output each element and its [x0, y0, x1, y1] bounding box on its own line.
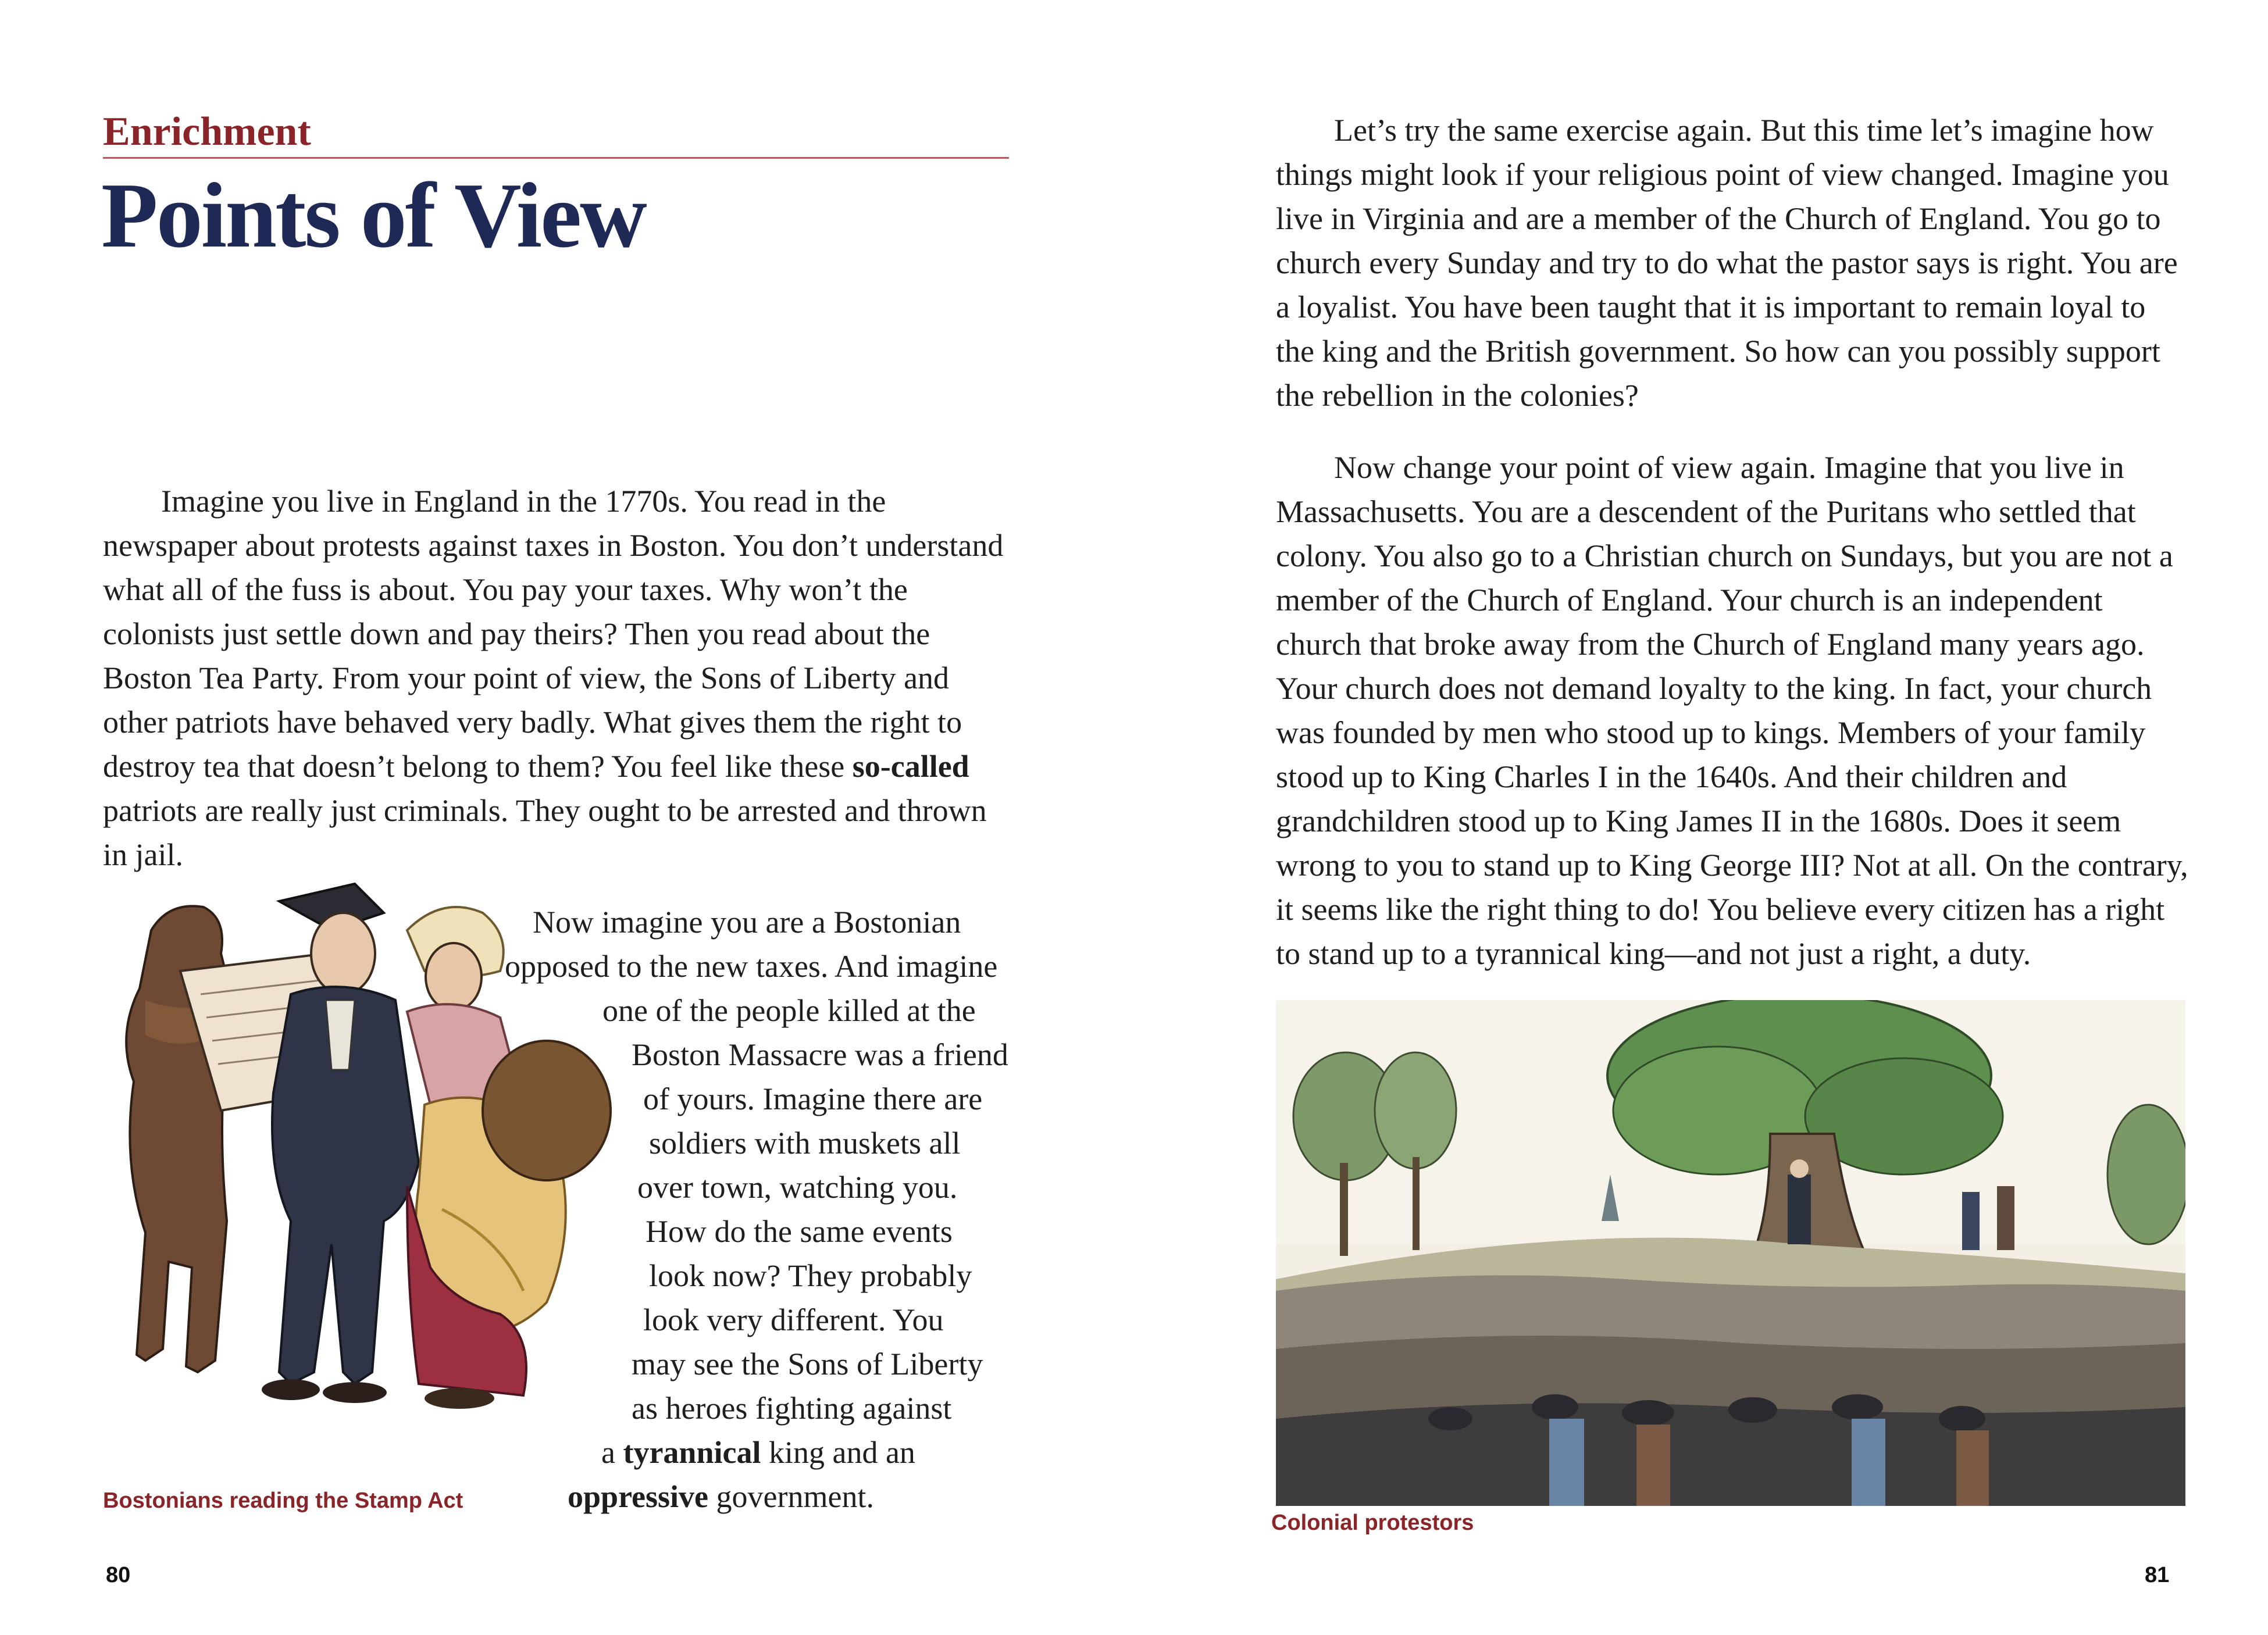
wrap-line: as heroes fighting against: [632, 1391, 952, 1426]
page-number: 81: [2145, 1563, 2170, 1587]
wrap-line: of yours. Imagine there are: [643, 1081, 983, 1116]
wrap-line: soldiers with muskets all: [649, 1126, 961, 1161]
paragraph-text: patriots are really just criminals. They ought to be arrested and thrown in jail.: [103, 793, 987, 872]
colonial-protestors-illustration: [1276, 1000, 2185, 1506]
wrap-line: look very different. You: [643, 1302, 944, 1337]
paragraph-england: [103, 479, 1016, 877]
wrap-line-text: government.: [708, 1479, 874, 1514]
wrap-line-text: king and an: [761, 1435, 915, 1470]
bold-term: so-called: [852, 749, 969, 784]
paragraph-text: Imagine you live in England in the 1770s. You read in the newspaper about protests against taxes in Boston. You don’t understand what all of the fuss is about. You pay your taxes. Why won’t the colonists just settle down and pay theirs? Then you read about the Boston Tea Party. From your point of view, the Sons of Liberty and other patriots have behaved very badly. What gives them the right to destroy tea that doesn’t belong to them? You feel like these: [103, 484, 1004, 784]
wrap-line: Boston Massacre was a friend: [632, 1037, 1008, 1072]
page-number: 80: [106, 1563, 131, 1587]
wrap-line-text: a: [601, 1435, 623, 1470]
wrap-line: [601, 1430, 915, 1475]
page-title: Points of View: [101, 163, 646, 267]
bold-term: oppressive: [568, 1479, 709, 1514]
image-caption: Bostonians reading the Stamp Act: [103, 1488, 463, 1513]
section-kicker: Enrichment: [103, 112, 1009, 159]
wrap-line: How do the same events: [646, 1214, 953, 1249]
bold-term: tyrannical: [623, 1435, 761, 1470]
wrap-line: opposed to the new taxes. And imagine: [505, 949, 998, 984]
wrap-line: look now? They probably: [649, 1258, 972, 1293]
wrap-line: over town, watching you.: [637, 1170, 958, 1205]
wrap-line: Now imagine you are a Bostonian: [533, 905, 961, 940]
paragraph-massachusetts: Now change your point of view again. Imagine that you live in Massachusetts. You are a descendent of the Puritans who settled that colony. You also go to a Christian church on Sundays, but you are not a member of the Church of England. Your church is an independent church that broke away from the Church of England many years ago. Your church does not demand loyalty to the king. In fact, your church was founded by men who stood up to kings. Members of your family stood up to King Charles I in the 1640s. And their children and grandchildren stood up to King James II in the 1680s. Does it seem wrong to you to stand up to King George III? Not at all. On the contrary, it seems like the right thing to do! You believe every citizen has a right to stand up to a tyrannical king—and not just a right, a duty.: [1276, 450, 2188, 971]
wrap-line: one of the people killed at the: [602, 993, 976, 1028]
wrap-line: may see the Sons of Liberty: [632, 1347, 983, 1381]
image-caption: Colonial protestors: [1271, 1511, 1474, 1535]
paragraph-virginia: Let’s try the same exercise again. But this time let’s imagine how things might look if your religious point of view changed. Imagine you live in Virginia and are a member of the Church of England. You go to church every Sunday and try to do what the pastor says is right. You are a loyalist. You have been taught that it is important to remain loyal to the king and the British government. So how can you possibly support the rebellion in the colonies?: [1276, 113, 2178, 413]
wrap-line: [568, 1475, 874, 1519]
